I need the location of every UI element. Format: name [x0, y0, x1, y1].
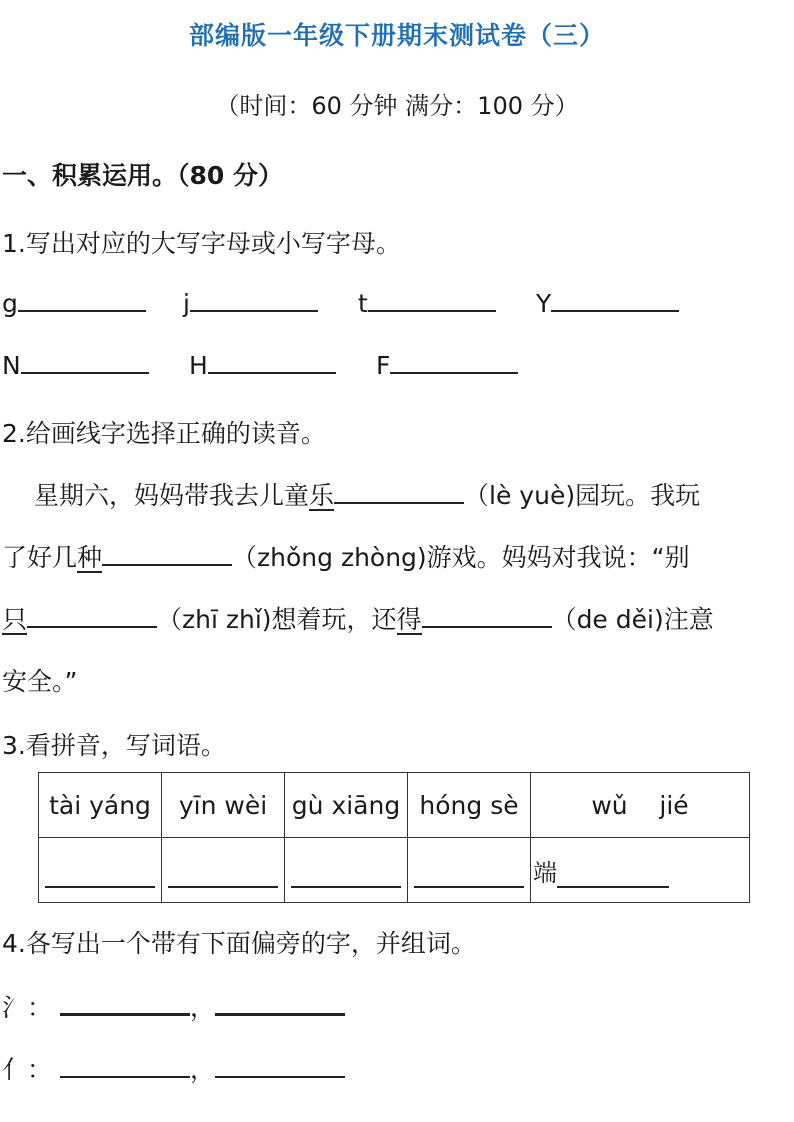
answer-blank — [557, 886, 669, 888]
pinyin-cell: yīn wèi — [162, 773, 285, 838]
letter-item — [536, 288, 679, 318]
answer-blank[interactable] — [102, 542, 232, 566]
pinyin-table — [38, 772, 750, 903]
underlined-word: 得 — [396, 605, 422, 634]
passage-line: 了好几种 （zhǒng zhòng)游戏。妈妈对我说：“别 — [2, 543, 690, 572]
answer-blank[interactable] — [60, 991, 190, 1016]
answer-blank[interactable] — [21, 350, 149, 374]
underlined-word: 只 — [2, 605, 28, 634]
letter-label: F — [376, 351, 391, 380]
answer-blank[interactable] — [390, 350, 518, 374]
answer-blank[interactable] — [422, 604, 552, 628]
passage-line: 只 （zhī zhǐ)想着玩，还得 （de děi)注意 — [2, 605, 714, 634]
answer-blank[interactable] — [190, 288, 318, 312]
answer-blank[interactable] — [551, 288, 679, 312]
question-2-prompt: 2.给画线字选择正确的读音。 — [2, 419, 326, 448]
answer-blank — [168, 884, 278, 888]
prefixed-answer — [531, 853, 749, 902]
answer-cell[interactable] — [39, 838, 162, 903]
answer-blank — [291, 884, 401, 888]
answer-cell[interactable] — [285, 838, 408, 903]
letter-label: Y — [536, 289, 552, 318]
answer-blank[interactable] — [368, 288, 496, 312]
answer-cell[interactable] — [531, 838, 750, 903]
pinyin-cell: tài yáng — [39, 773, 162, 838]
letter-label: H — [189, 351, 208, 380]
letter-item — [358, 288, 496, 318]
answer-blank — [414, 884, 524, 888]
section-heading: 一、积累运用。（80 分） — [2, 161, 283, 190]
answer-blank[interactable] — [334, 480, 464, 504]
letter-item — [2, 350, 149, 380]
pinyin-cell: wǔ jié — [531, 773, 750, 838]
passage-line: 星期六，妈妈带我去儿童乐 （lè yuè)园玩。我玩 — [34, 481, 701, 510]
letter-item — [376, 350, 518, 380]
answer-blank — [45, 884, 155, 888]
answer-blank[interactable] — [27, 604, 157, 628]
passage-line: 安全。” — [2, 667, 78, 696]
letter-label: j — [183, 289, 190, 318]
page-title: 部编版一年级下册期末测试卷（三） — [188, 21, 605, 50]
radical-row: 氵： ， — [2, 988, 345, 1024]
radical-label: 氵： — [2, 993, 53, 1022]
letter-label: N — [2, 351, 21, 380]
answer-cell[interactable] — [162, 838, 285, 903]
answer-cell[interactable] — [408, 838, 531, 903]
question-1-prompt: 1.写出对应的大写字母或小写字母。 — [2, 229, 401, 258]
answer-blank[interactable] — [18, 288, 146, 312]
answer-blank[interactable] — [60, 1054, 190, 1078]
letter-label: t — [358, 289, 368, 318]
question-3-prompt: 3.看拼音，写词语。 — [2, 731, 226, 760]
pinyin-cell: gù xiāng — [285, 773, 408, 838]
letter-label: g — [2, 289, 18, 318]
underlined-word: 种 — [77, 543, 103, 572]
underlined-word: 乐 — [309, 481, 335, 510]
answer-blank[interactable] — [215, 1054, 345, 1078]
letter-item — [2, 288, 146, 318]
radical-label: 亻： — [2, 1055, 53, 1084]
answer-blank[interactable] — [208, 350, 336, 374]
answer-blank[interactable] — [215, 991, 345, 1016]
pinyin-cell: hóng sè — [408, 773, 531, 838]
prefix-char: 端 — [533, 859, 557, 887]
letter-item — [189, 350, 336, 380]
letter-item — [183, 288, 318, 318]
radical-row: 亻： ， — [2, 1050, 345, 1086]
page-subtitle: （时间：60 分钟 满分：100 分） — [215, 92, 579, 120]
question-4-prompt: 4.各写出一个带有下面偏旁的字，并组词。 — [2, 929, 476, 958]
